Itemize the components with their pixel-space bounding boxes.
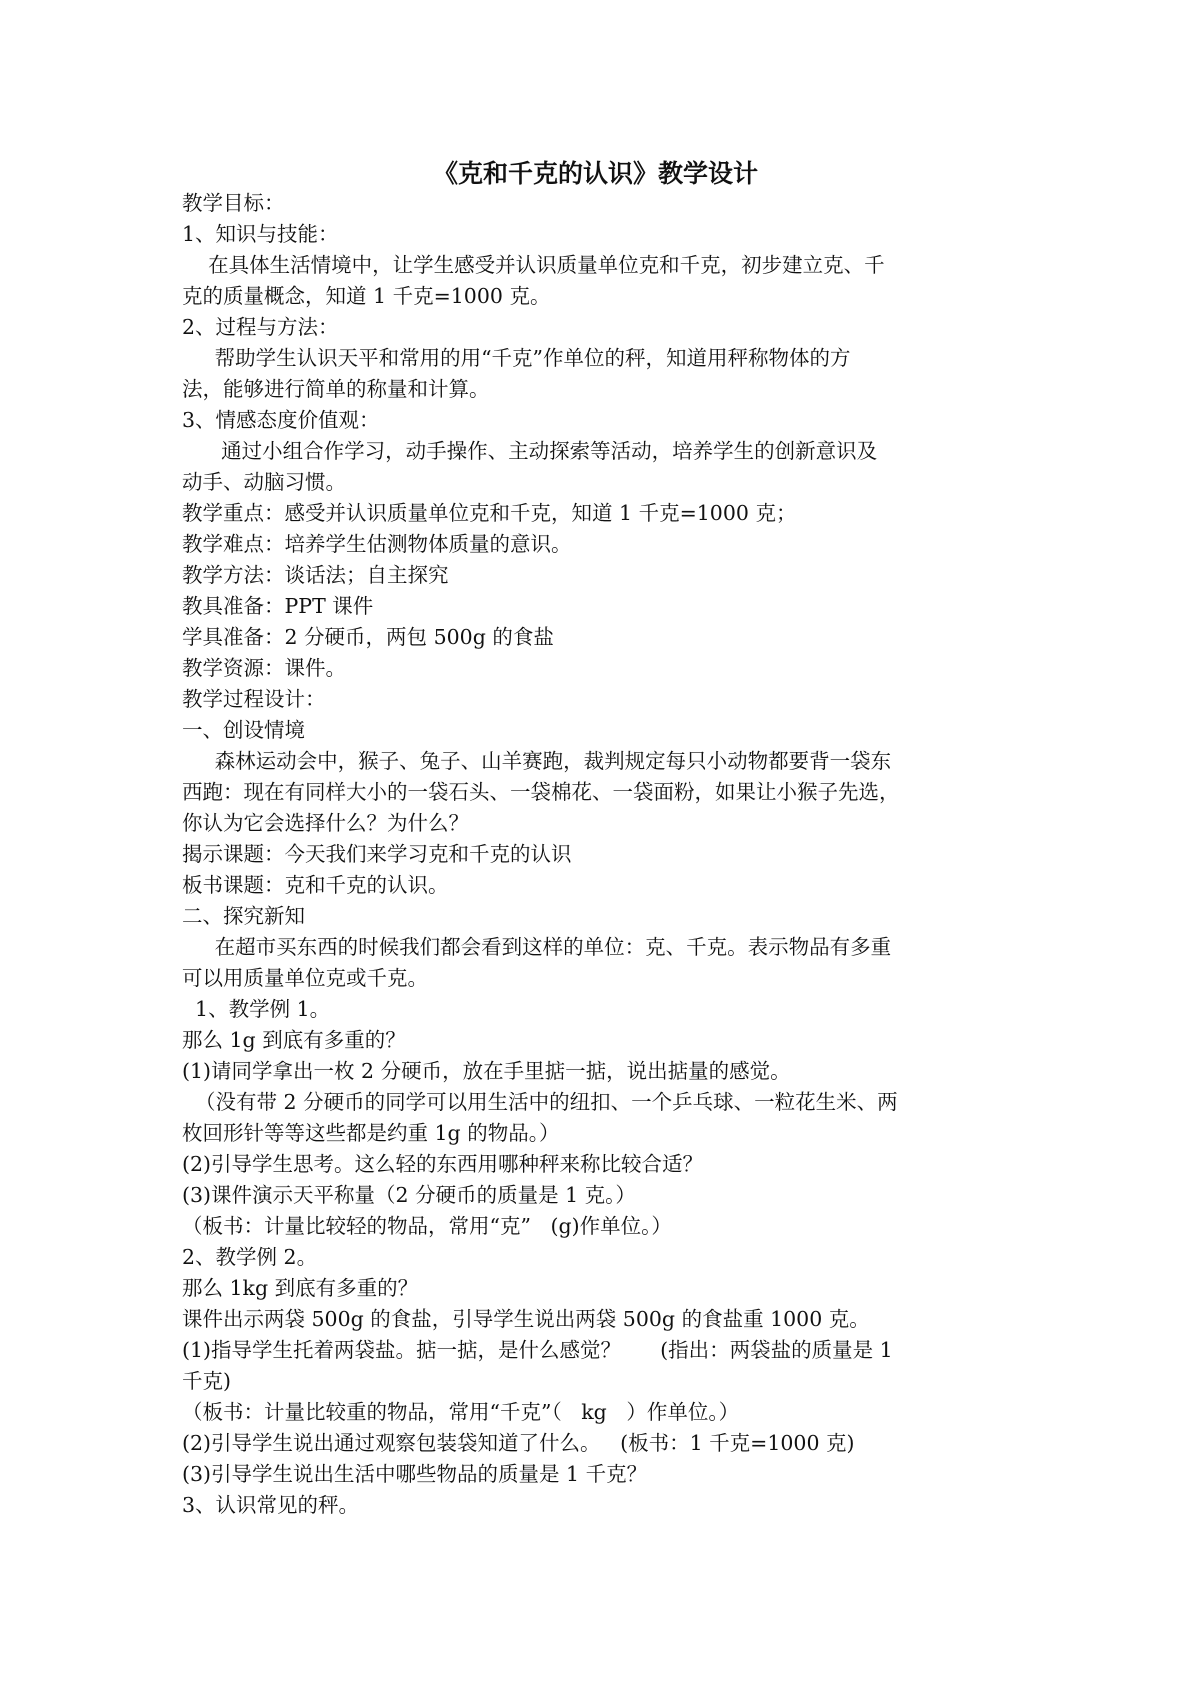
text-line: 揭示课题：今天我们来学习克和千克的认识 xyxy=(182,842,572,866)
text-line: 法，能够进行简单的称量和计算。 xyxy=(182,377,490,401)
text-line: 学具准备：2 分硬币，两包 500g 的食盐 xyxy=(182,625,554,649)
text-line: 课件出示两袋 500g 的食盐，引导学生说出两袋 500g 的食盐重 1000 克。 xyxy=(182,1307,870,1331)
text-line: （没有带 2 分硬币的同学可以用生活中的纽扣、一个乒乓球、一粒花生米、两 xyxy=(182,1090,898,1114)
text-line: (2)引导学生思考。这么轻的东西用哪种秤来称比较合适？ xyxy=(182,1152,704,1176)
text-line: 教学重点：感受并认识质量单位克和千克，知道 1 千克=1000 克； xyxy=(182,501,797,525)
text-line: 可以用质量单位克或千克。 xyxy=(182,966,428,990)
text-line: (1)指导学生托着两袋盐。掂一掂，是什么感觉？ (指出：两袋盐的质量是 1 xyxy=(182,1338,893,1362)
text-line: (3)课件演示天平称量（2 分硬币的质量是 1 克。） xyxy=(182,1183,636,1207)
text-line: 在超市买东西的时候我们都会看到这样的单位：克、千克。表示物品有多重 xyxy=(182,935,892,959)
text-line: （板书：计量比较轻的物品，常用“克” (g)作单位。） xyxy=(182,1214,672,1238)
text-line: 动手、动脑习惯。 xyxy=(182,470,346,494)
text-line: 教学过程设计： xyxy=(182,687,326,711)
text-line: 教学目标： xyxy=(182,191,285,215)
text-line: 2、过程与方法： xyxy=(182,315,339,339)
text-line: 帮助学生认识天平和常用的用“千克”作单位的秤，知道用秤称物体的方 xyxy=(182,346,851,370)
text-line: 那么 1kg 到底有多重的？ xyxy=(182,1276,419,1300)
text-line: 西跑：现在有同样大小的一袋石头、一袋棉花、一袋面粉，如果让小猴子先选， xyxy=(182,780,900,804)
text-line: 那么 1g 到底有多重的？ xyxy=(182,1028,406,1052)
text-line: 教具准备：PPT 课件 xyxy=(182,594,374,618)
text-line: 二、探究新知 xyxy=(182,904,305,928)
text-line: 一、创设情境 xyxy=(182,718,305,742)
text-line: 2、教学例 2。 xyxy=(182,1245,318,1269)
text-line: 森林运动会中，猴子、兔子、山羊赛跑，裁判规定每只小动物都要背一袋东 xyxy=(182,749,892,773)
text-line: 枚回形针等等这些都是约重 1g 的物品。） xyxy=(182,1121,560,1145)
text-line: 教学方法：谈话法；自主探究 xyxy=(182,563,449,587)
document-body xyxy=(182,188,1012,1521)
text-line: 你认为它会选择什么？为什么？ xyxy=(182,811,469,835)
text-line: 3、情感态度价值观： xyxy=(182,408,380,432)
text-line: 3、认识常见的秤。 xyxy=(182,1493,360,1517)
text-line: 1、教学例 1。 xyxy=(182,997,331,1021)
text-line: 教学难点：培养学生估测物体质量的意识。 xyxy=(182,532,572,556)
text-line: （板书：计量比较重的物品，常用“千克”（ kg ）作单位。） xyxy=(182,1400,740,1424)
text-line: 在具体生活情境中，让学生感受并认识质量单位克和千克，初步建立克、千 xyxy=(182,253,885,277)
text-line: (1)请同学拿出一枚 2 分硬币，放在手里掂一掂，说出掂量的感觉。 xyxy=(182,1059,791,1083)
text-line: 1、知识与技能： xyxy=(182,222,339,246)
text-line: (3)引导学生说出生活中哪些物品的质量是 1 千克？ xyxy=(182,1462,648,1486)
text-line: (2)引导学生说出通过观察包装袋知道了什么。 (板书：1 千克=1000 克) xyxy=(182,1431,855,1455)
text-line: 克的质量概念，知道 1 千克=1000 克。 xyxy=(182,284,551,308)
text-line: 板书课题：克和千克的认识。 xyxy=(182,873,449,897)
text-line: 教学资源：课件。 xyxy=(182,656,346,680)
text-line: 通过小组合作学习，动手操作、主动探索等活动，培养学生的创新意识及 xyxy=(182,439,878,463)
document-title: 《克和千克的认识》教学设计 xyxy=(432,159,758,188)
text-line: 千克) xyxy=(182,1369,231,1393)
